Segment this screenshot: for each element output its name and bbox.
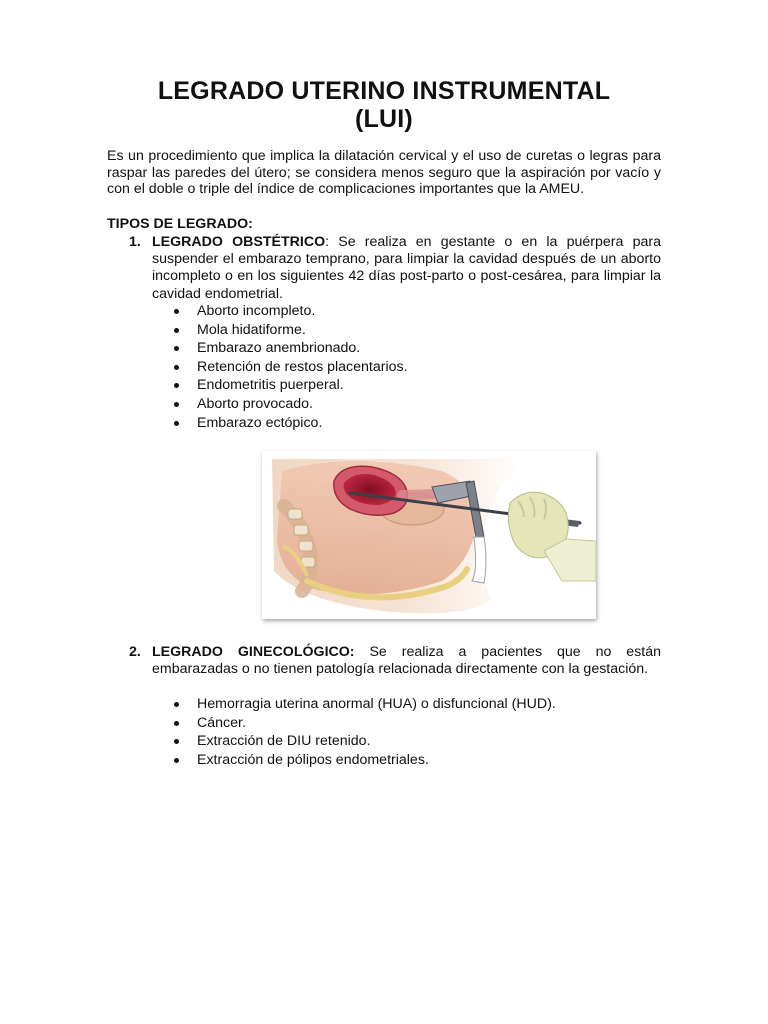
curettage-drawing [262,451,596,619]
list-item [172,358,408,377]
section-1-term: LEGRADO OBSTÉTRICO [152,234,326,250]
list-item-text: Embarazo ectópico. [197,414,323,431]
page-title: LEGRADO UTERINO INSTRUMENTAL [157,77,611,105]
bullet-icon [174,402,179,407]
bullet-icon [174,721,179,726]
bullet-icon [174,365,179,370]
section-2-number: 2. [129,644,141,660]
section-2-paragraph [152,644,661,678]
list-item [172,302,408,321]
list-item-text: Aborto provocado. [197,395,313,412]
bullet-icon [174,383,179,388]
list-item [172,414,408,433]
list-item [172,395,408,414]
list-item [172,321,408,340]
bullet-icon [174,739,179,744]
intro-paragraph: Es un procedimiento que implica la dilatación cervical y el uso de curetas o legras para raspar las paredes del útero; se considera menos seguro que la aspiración por vacío y con el doble o triple del índice de complicaciones importantes que la AMEU. [107,148,661,198]
types-heading: TIPOS DE LEGRADO: [107,216,253,232]
list-item [172,376,408,395]
list-item-text: Extracción de pólipos endometriales. [197,751,429,768]
list-item [172,751,556,770]
page-title-acronym: (LUI) [355,105,413,133]
list-item-text: Embarazo anembrionado. [197,340,361,357]
list-item-text: Aborto incompleto. [197,303,316,319]
bullet-icon [174,328,179,333]
bullet-icon [174,421,179,426]
uterine-curettage-illustration [262,451,596,619]
section-1-list [172,302,408,432]
section-1-text: : Se realiza en gestante o en la puérpera para suspender el embarazo temprano, para limpiar la cavidad después de un aborto incompleto o en los siguientes 42 días post-parto o post-cesárea, para limpiar la cavidad endometrial. [152,234,661,302]
list-item-text: Endometritis puerperal. [197,377,344,394]
section-2-term: LEGRADO GINECOLÓGICO: [152,644,355,660]
bullet-icon [174,346,179,351]
section-1-paragraph [152,234,661,303]
list-item-text: Cáncer. [197,714,246,731]
list-item [172,339,408,358]
list-item [172,714,556,733]
list-item-text: Extracción de DIU retenido. [197,733,371,750]
section-2-text: Se realiza a pacientes que no están embarazadas o no tienen patología relacionada directamente con la gestación. [152,644,661,678]
list-item-text: Hemorragia uterina anormal (HUA) o disfuncional (HUD). [197,696,556,712]
section-2-list [172,695,556,769]
list-item-text: Mola hidatiforme. [197,321,306,338]
bullet-icon [174,702,179,707]
list-item [172,695,556,714]
bullet-icon [174,758,179,763]
list-item-text: Retención de restos placentarios. [197,358,408,375]
bullet-icon [174,309,179,314]
list-item [172,732,556,751]
section-1-number: 1. [129,234,141,250]
